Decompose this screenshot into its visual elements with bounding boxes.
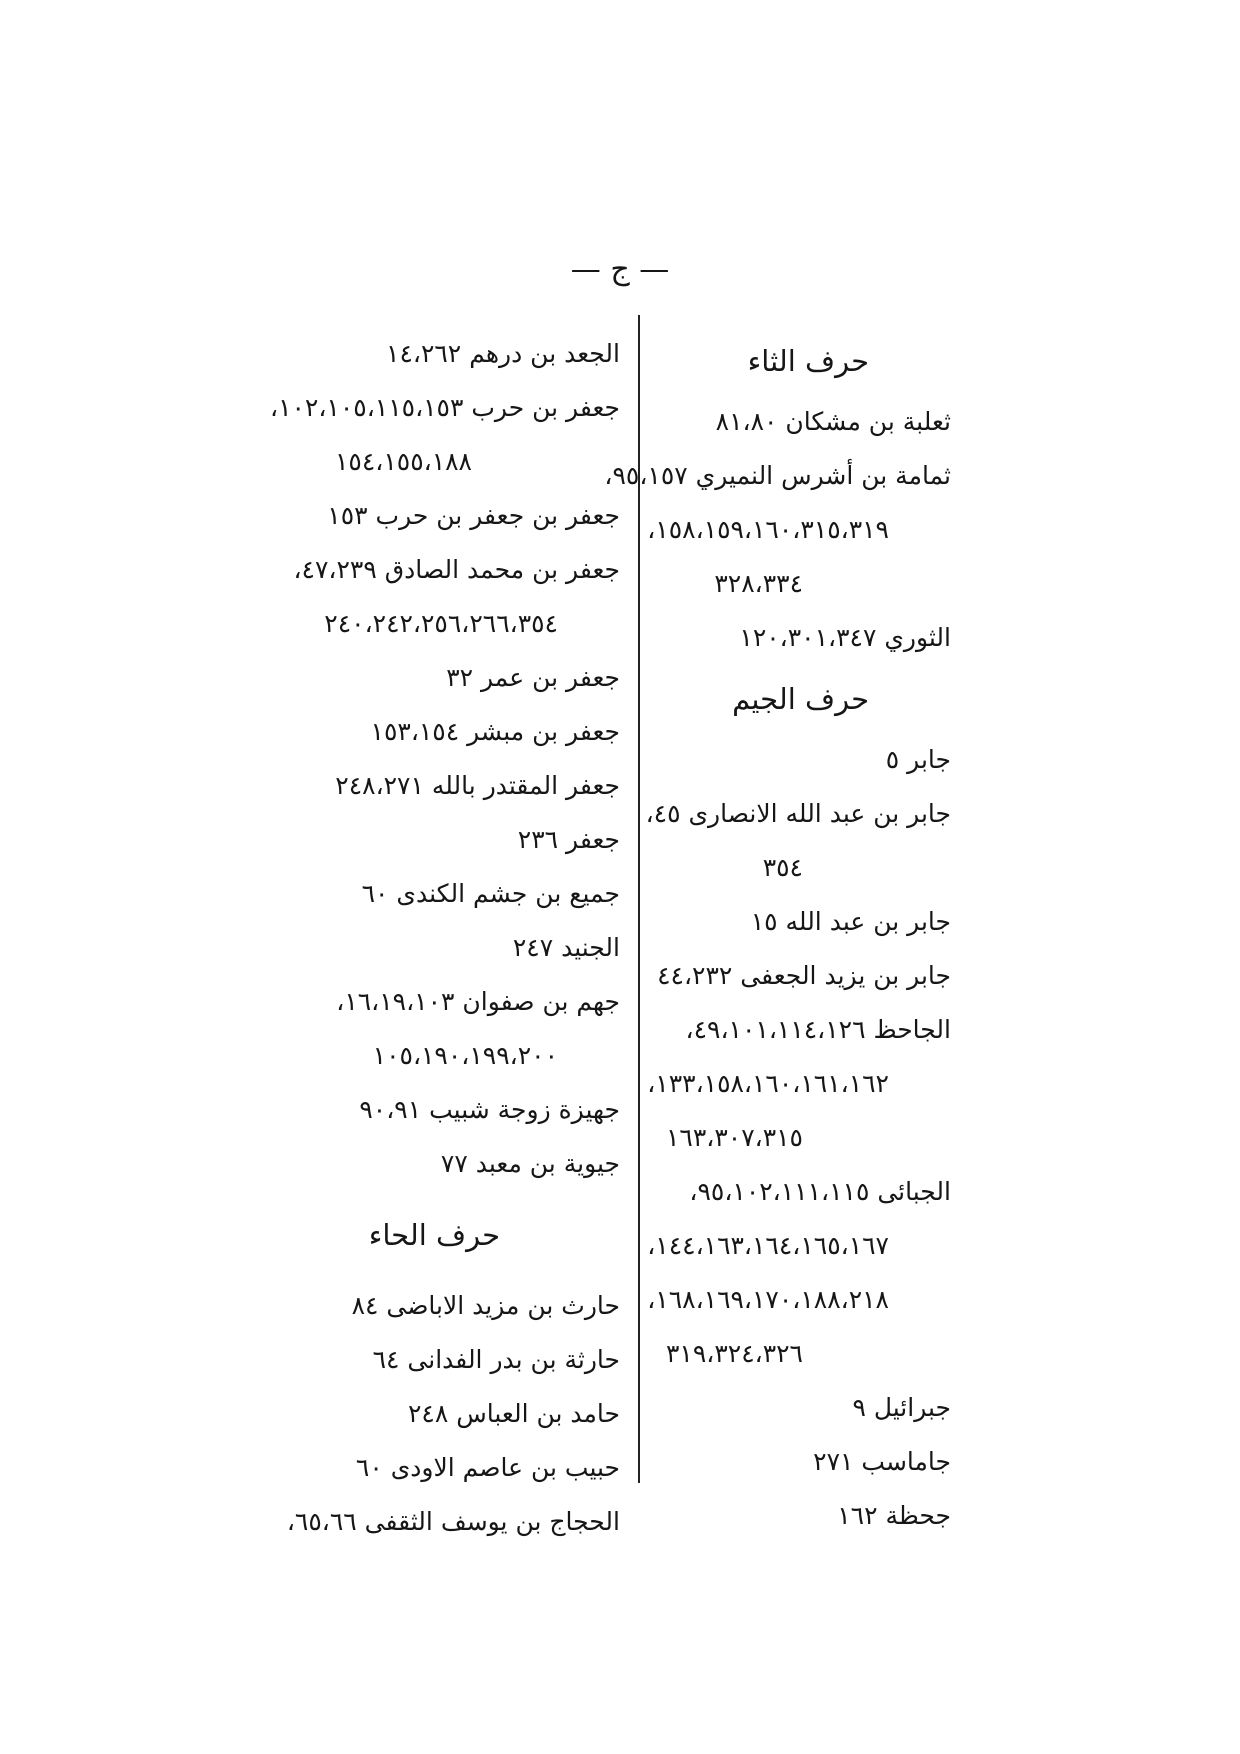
index-entry-continuation: ٣٥٤ <box>762 853 803 882</box>
index-entry: حارث بن مزيد الاباضى ٨٤ <box>351 1291 620 1320</box>
index-entry: جميع بن جشم الكندى ٦٠ <box>361 879 620 908</box>
index-entry-continuation: ٣٢٨،٣٣٤ <box>714 569 803 598</box>
section-heading: حرف الثاء <box>747 344 869 378</box>
index-entry: جعفر بن جعفر بن حرب ١٥٣ <box>327 501 620 530</box>
index-entry-continuation: ٢٤٠،٢٤٢،٢٥٦،٢٦٦،٣٥٤ <box>324 609 558 638</box>
index-entry: جعفر بن محمد الصادق ٤٧،٢٣٩، <box>293 555 620 584</box>
index-entry: حبيب بن عاصم الاودى ٦٠ <box>355 1453 620 1482</box>
index-entry: الجعد بن درهم ١٤،٢٦٢ <box>386 339 620 368</box>
index-entry: جيوية بن معبد ٧٧ <box>440 1149 620 1178</box>
index-entry-continuation: ١٥٨،١٥٩،١٦٠،٣١٥،٣١٩، <box>647 515 889 544</box>
index-entry: الثوري ١٢٠،٣٠١،٣٤٧ <box>739 623 951 652</box>
right-column <box>591 327 951 1543</box>
index-entry: جعفر ٢٣٦ <box>517 825 620 854</box>
index-entry: جابر بن عبد الله الانصارى ٤٥، <box>645 799 951 828</box>
index-entry-continuation: ١٣٣،١٥٨،١٦٠،١٦١،١٦٢، <box>647 1069 889 1098</box>
index-entry-continuation: ١٠٥،١٩٠،١٩٩،٢٠٠ <box>372 1041 558 1070</box>
index-entry: الجبائى ٩٥،١٠٢،١١١،١١٥، <box>689 1177 951 1206</box>
index-entry: ثمامة بن أشرس النميري ٩٥،١٥٧، <box>604 461 951 490</box>
index-entry: حارثة بن بدر الفدانى ٦٤ <box>372 1345 620 1374</box>
index-entry-continuation: ١٤٤،١٦٣،١٦٤،١٦٥،١٦٧، <box>647 1231 889 1260</box>
index-entry: حامد بن العباس ٢٤٨ <box>407 1399 620 1428</box>
index-entry: جعفر المقتدر بالله ٢٤٨،٢٧١ <box>335 771 620 800</box>
index-entry-continuation: ١٥٤،١٥٥،١٨٨ <box>335 447 472 476</box>
index-entry: جعفر بن عمر ٣٢ <box>446 663 620 692</box>
index-entry: جعفر بن حرب ١٠٢،١٠٥،١١٥،١٥٣، <box>270 393 620 422</box>
index-entry: جابر بن عبد الله ١٥ <box>750 907 951 936</box>
index-entry: الحجاج بن يوسف الثقفى ٦٥،٦٦، <box>286 1507 620 1536</box>
index-entry: جابر ٥ <box>885 745 951 774</box>
index-entry: ثعلبة بن مشكان ٨١،٨٠ <box>715 407 951 436</box>
index-entry: جحظة ١٦٢ <box>837 1501 951 1530</box>
index-entry-continuation: ٣١٩،٣٢٤،٣٢٦ <box>666 1339 803 1368</box>
index-entry: جبرائيل ٩ <box>852 1393 951 1422</box>
section-heading: حرف الجيم <box>732 682 869 716</box>
index-entry-continuation: ١٦٨،١٦٩،١٧٠،١٨٨،٢١٨، <box>647 1285 889 1314</box>
section-heading: حرف الحاء <box>368 1218 500 1252</box>
page-header: — ج — <box>570 252 670 287</box>
left-column <box>250 327 620 1549</box>
index-entry: الجاحظ ٤٩،١٠١،١١٤،١٢٦، <box>685 1015 951 1044</box>
index-entry: جعفر بن مبشر ١٥٣،١٥٤ <box>370 717 620 746</box>
index-entry: جهيزة زوجة شبيب ٩٠،٩١ <box>359 1095 620 1124</box>
index-entry: الجنيد ٢٤٧ <box>512 933 620 962</box>
index-entry-continuation: ١٦٣،٣٠٧،٣١٥ <box>666 1123 803 1152</box>
index-entry: جاماسب ٢٧١ <box>813 1447 951 1476</box>
index-entry: جهم بن صفوان ١٦،١٩،١٠٣، <box>336 987 620 1016</box>
index-entry: جابر بن يزيد الجعفى ٤٤،٢٣٢ <box>657 961 951 990</box>
